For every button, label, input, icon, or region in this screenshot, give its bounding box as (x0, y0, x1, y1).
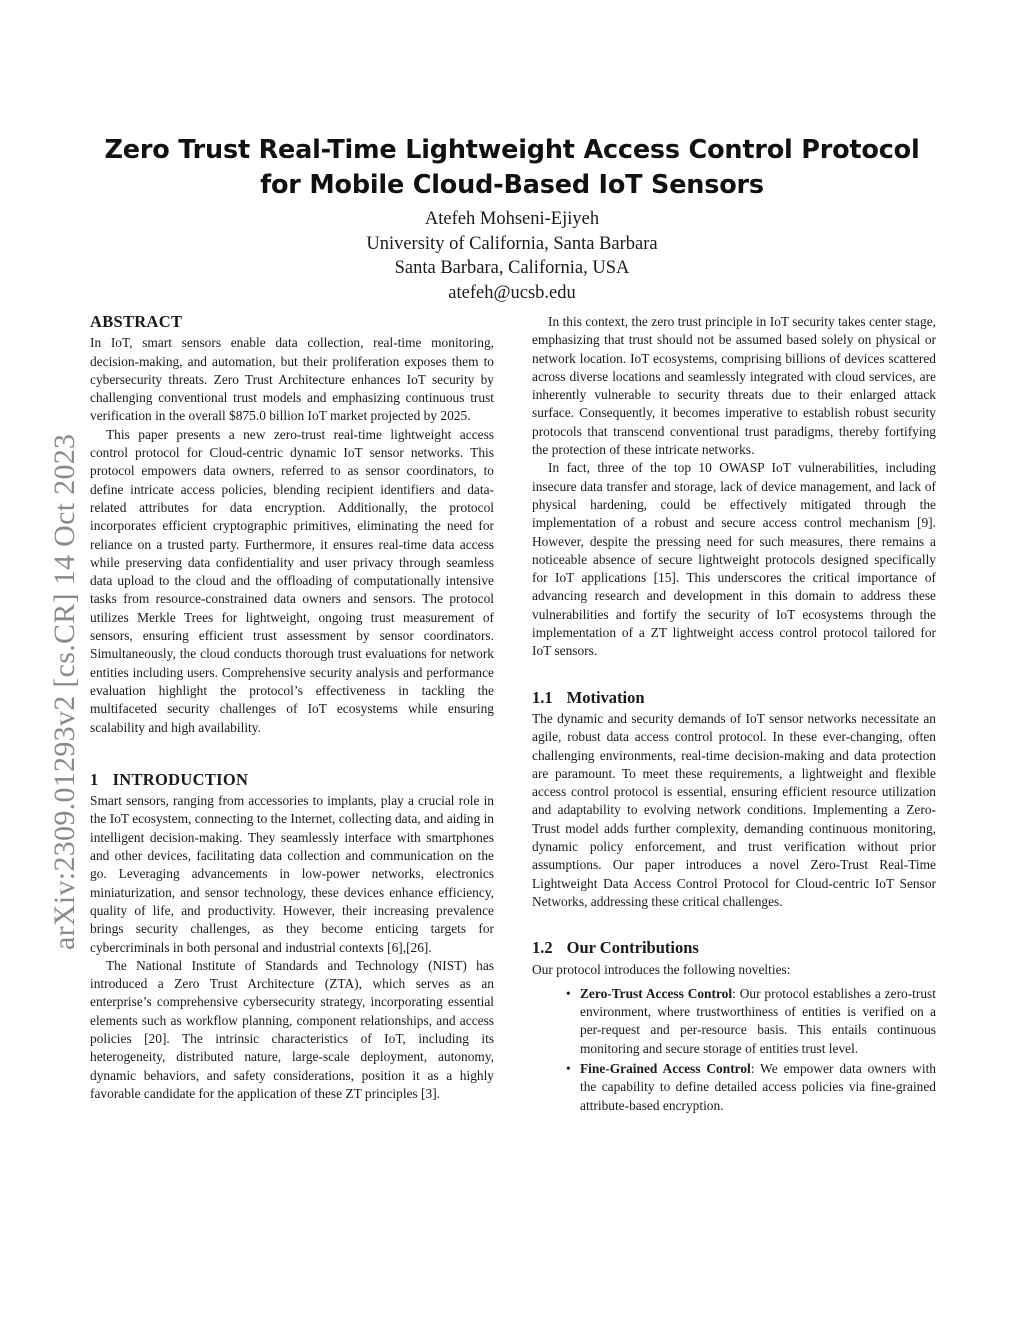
subsection-heading-motivation (532, 689, 936, 707)
section-heading-introduction (90, 771, 494, 789)
contributions-list (532, 985, 936, 1115)
subsection-number: 1.1 (532, 687, 553, 707)
right-column (532, 313, 936, 1117)
body-paragraph: The dynamic and security demands of IoT sensor networks necessitate an agile, robust data access control protocol. In these ever-changing, often challenging environments, real-time decision-making and data protection are paramount. To meet these requirements, a lightweight and flexible access control protocol is essential, ensuring efficient resource utilization and adaptability to evolving network conditions. Implementing a Zero-Trust model adds further complexity, demanding continuous monitoring, dynamic policy enforcement, and trust verification without prior assumptions. Our paper introduces a novel Zero-Trust Real-Time Lightweight Data Access Control Protocol for Cloud-centric IoT Sensor Networks, addressing these critical challenges. (532, 710, 936, 909)
subsection-heading-contributions (532, 939, 936, 957)
author-block (212, 207, 812, 305)
subsection-number: 1.2 (532, 938, 553, 958)
paper-title: Zero Trust Real-Time Lightweight Access Control Protocol for Mobile Cloud-Based IoT Sensors (104, 135, 920, 200)
list-item-text: : Our protocol establishes a zero-trust environment, where trustworthiness of entities is verified on a per-request and per-resource basis. This entails continuous monitoring and secure storage of entities trust level. (580, 985, 936, 1056)
left-column (90, 313, 494, 1103)
subsection-title: Our Contributions (566, 938, 699, 958)
list-item-term: Zero-Trust Access Control (580, 985, 733, 1001)
section-number: 1 (90, 769, 99, 789)
abstract-paragraph: This paper presents a new zero-trust real-time lightweight access control protocol for Cloud-centric dynamic IoT sensor networks. This protocol empowers data owners, referred to as sensor coordinators, to define intricate access policies, blending recipient identifiers and data-related attributes for data encryption. Additionally, the protocol incorporates efficient cryptographic primitives, eliminating the need for reliance on a trusted party. Furthermore, it ensures real-time data access while preserving data confidentiality and user privacy through seamless data upload to the cloud and the offloading of computationally intensive tasks from resource-constrained data owners and sensors. The protocol utilizes Merkle Trees for lightweight, ongoing trust measurement of sensors, ensuring efficient trust assessment by sensor coordinators. Simultaneously, the cloud conducts thorough trust evaluations for network entities including users. Comprehensive security analysis and performance evaluation highlight the protocol’s effectiveness in tackling the multifaceted security challenges of IoT ecosystems while ensuring scalability and high availability. (90, 426, 494, 735)
list-item (580, 1060, 936, 1115)
author-email: atefeh@ucsb.edu (448, 282, 576, 303)
body-paragraph: In fact, three of the top 10 OWASP IoT vulnerabilities, including insecure data transfer and storage, lack of device management, and lack of physical hardening, could be effectively mitigated through the implementation of a robust and secure access control mechanism [9]. However, despite the pressing need for such measures, there remains a noticeable absence of secure lightweight protocols designed specifically for IoT applications [15]. This underscores the critical importance of advancing research and development in this domain to address these vulnerabilities and fortify the security of IoT ecosystems through the implementation of a ZT lightweight access control protocol tailored for IoT sensors. (532, 460, 936, 659)
body-paragraph: Our protocol introduces the following novelties: (532, 961, 791, 977)
list-item-text: : We empower data owners with the capability to define detailed access policies via fine-grained attribute-based encryption. (580, 1060, 936, 1113)
section-title: INTRODUCTION (112, 769, 249, 789)
arxiv-identifier: arXiv:2309.01293v2 [cs.CR] 14 Oct 2023 (48, 433, 81, 950)
subsection-title: Motivation (566, 687, 645, 707)
abstract-heading: ABSTRACT (90, 312, 183, 331)
arxiv-sidebar-stamp (16, 350, 80, 950)
list-item (580, 985, 936, 1058)
list-item-term: Fine-Grained Access Control (580, 1060, 751, 1076)
body-paragraph: Smart sensors, ranging from accessories to implants, play a crucial role in the IoT ecosystem, connecting to the Internet, collecting data, and aiding in intelligent decision-making. They seamlessly interface with smartphones and other devices, facilitating data collection and communication on the go. Leveraging advancements in low-power networks, electronics miniaturization, and sensor technology, these devices enhance efficiency, quality of life, and productivity. However, their increasing prevalence brings security challenges, as they become enticing targets for cybercriminals in both personal and industrial contexts [6],[26]. (90, 793, 494, 955)
author-name: Atefeh Mohseni-Ejiyeh (424, 209, 600, 229)
author-location: Santa Barbara, California, USA (394, 258, 630, 278)
author-affiliation: University of California, Santa Barbara (366, 233, 658, 254)
body-paragraph: The National Institute of Standards and Technology (NIST) has introduced a Zero Trust Architecture (ZTA), which serves as an enterprise’s comprehensive cybersecurity strategy, incorporating essential elements such as workflow planning, component relationships, and access policies [20]. The intrinsic characteristics of IoT, including its heterogeneity, distributed nature, large-scale deployment, autonomy, dynamic behaviors, and safety considerations, position it as a highly favorable candidate for the application of these ZT principles [3]. (90, 957, 494, 1101)
abstract-paragraph: In IoT, smart sensors enable data collection, real-time monitoring, decision-making, and automation, but their proliferation exposes them to cybersecurity threats. Zero Trust Architecture enhances IoT security by challenging conventional trust models and emphasizing continuous trust verification in the overall $875.0 billion IoT market projected by 2025. (90, 335, 494, 424)
body-paragraph: In this context, the zero trust principle in IoT security takes center stage, emphasizing that trust should not be assumed based solely on physical or network location. IoT ecosystems, comprising billions of devices scattered across diverse locations and seamlessly integrated with cloud services, are inherently vulnerable to security threats due to their enlarged attack surface. Consequently, it becomes imperative to establish robust security protocols that transcend conventional trust paradigms, thereby fortifying the protection of these intricate networks. (532, 314, 936, 458)
